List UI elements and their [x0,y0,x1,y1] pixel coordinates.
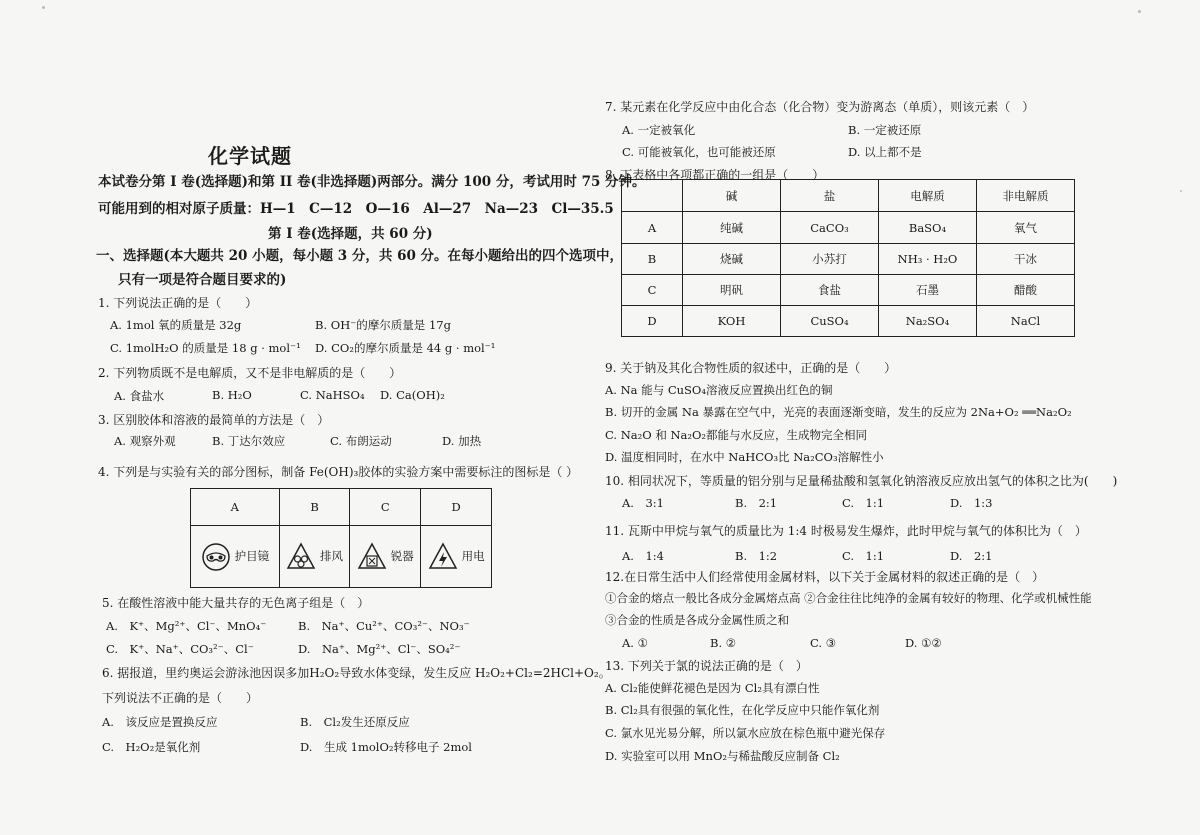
q1-option-a: A. 1mol 氧的质量是 32g [110,318,242,332]
q8-cell: CuSO₄ [781,306,879,337]
instructions-line-1: 一、选择题(本大题共 20 小题，每小题 3 分，共 60 分。在每小题给出的四个选项中， [96,248,624,264]
q3-option-b: B. 丁达尔效应 [212,434,286,448]
q4-header-c: C [350,489,421,526]
q8-cell: 食盐 [781,275,879,306]
q8-cell: 氧气 [977,212,1075,244]
q4-label-a: 护目镜 [234,548,270,563]
q4-icon-table [190,488,492,588]
q13-option-d: D. 实验室可以用 MnO₂与稀盐酸反应制备 Cl₂ [605,749,840,763]
ventilation-icon [286,542,316,572]
q4-label-b: 排风 [320,548,344,563]
q1-option-b: B. OH⁻的摩尔质量是 17g [315,318,451,332]
q4-label-d: 用电 [461,548,485,563]
q12-statement-1: ①合金的熔点一般比各成分金属熔点高 ②合金往往比纯净的金属有较好的物理、化学或机械性能 [605,591,1092,605]
q4-header-d: D [421,489,492,526]
q3-option-d: D. 加热 [442,434,482,448]
question-13: 13. 下列关于氯的说法正确的是（ ） [605,659,808,673]
q12-option-c: C. ③ [810,636,837,650]
q8-cell: Na₂SO₄ [879,306,977,337]
q2-option-c: C. NaHSO₄ [300,388,365,402]
q7-option-d: D. 以上都不是 [848,145,922,159]
q8-header-cell: 碱 [683,180,781,212]
q1-option-d: D. CO₂的摩尔质量是 44 g · mol⁻¹ [315,341,496,355]
q7-option-c: C. 可能被氧化，也可能被还原 [622,145,776,159]
sharp-object-icon [357,542,387,572]
q3-option-a: A. 观察外观 [114,434,176,448]
exam-title: 化学试题 [208,144,292,168]
instructions-line-2: 只有一项是符合题目要求的) [118,272,287,288]
q7-option-b: B. 一定被还原 [848,123,922,137]
question-1: 1. 下列说法正确的是（ ） [98,296,258,310]
goggles-icon [201,542,231,572]
question-6-prompt: 下列说法不正确的是（ ） [102,691,259,705]
q8-cell: BaSO₄ [879,212,977,244]
question-12: 12.在日常生活中人们经常使用金属材料，以下关于金属材料的叙述正确的是（ ） [605,570,1045,584]
q9-option-d: D. 温度相同时，在水中 NaHCO₃比 Na₂CO₃溶解性小 [605,450,884,464]
q8-cell: NH₃ · H₂O [879,244,977,275]
q12-option-d: D. ①② [905,636,942,650]
section-heading: 第 I 卷(选择题，共 60 分) [268,226,433,242]
q8-row-c [622,275,1075,306]
q10-option-a: A. 3:1 [622,496,664,510]
q8-cell: NaCl [977,306,1075,337]
q8-row-d [622,306,1075,337]
q5-option-b: B. Na⁺、Cu²⁺、CO₃²⁻、NO₃⁻ [298,619,470,633]
q5-option-a: A. K⁺、Mg²⁺、Cl⁻、MnO₄⁻ [106,619,267,633]
intro-line-2: 可能用到的相对原子质量：H—1 C—12 O—16 Al—27 Na—23 Cl—35.5 [98,201,614,217]
q4-header-b: B [279,489,350,526]
q10-option-b: B. 2:1 [735,496,778,510]
scan-speck [42,6,45,9]
q8-row-a [622,212,1075,244]
q8-cell: C [622,275,683,306]
q8-header-cell: 电解质 [879,180,977,212]
q9-option-c: C. Na₂O 和 Na₂O₂都能与水反应，生成物完全相同 [605,428,868,442]
q8-header-cell: 盐 [781,180,879,212]
q4-cell-a [191,526,280,588]
q12-option-b: B. ② [710,636,737,650]
q8-cell: CaCO₃ [781,212,879,244]
q8-cell: 醋酸 [977,275,1075,306]
q6-option-b: B. Cl₂发生还原反应 [300,715,410,729]
intro-line-1: 本试卷分第 I 卷(选择题)和第 II 卷(非选择题)两部分。满分 100 分，考试用时 75 分钟。 [98,174,646,190]
q8-cell: B [622,244,683,275]
question-7: 7. 某元素在化学反应中由化合态（化合物）变为游离态（单质），则该元素（ ） [605,100,1035,114]
q9-option-b: B. 切开的金属 Na 暴露在空气中，光亮的表面逐渐变暗，发生的反应为 2Na+O₂ ══Na₂O₂ [605,405,1072,419]
q1-option-c: C. 1molH₂O 的质量是 18 g · mol⁻¹ [110,341,301,355]
q8-row-b [622,244,1075,275]
q6-option-a: A. 该反应是置换反应 [102,715,218,729]
q2-option-b: B. H₂O [212,388,252,402]
q4-cell-d [421,526,492,588]
q13-option-c: C. 氯水见光易分解，所以氯水应放在棕色瓶中避光保存 [605,726,886,740]
q8-table [621,179,1075,337]
q9-option-a: A. Na 能与 CuSO₄溶液反应置换出红色的铜 [605,383,833,397]
q10-option-c: C. 1:1 [842,496,885,510]
q4-header-a: A [191,489,280,526]
q11-option-d: D. 2:1 [950,549,993,563]
q12-statement-2: ③合金的性质是各成分金属性质之和 [605,613,789,627]
q8-cell: A [622,212,683,244]
q5-option-d: D. Na⁺、Mg²⁺、Cl⁻、SO₄²⁻ [298,642,461,656]
q6-option-c: C. H₂O₂是氧化剂 [102,740,201,754]
q10-option-d: D. 1:3 [950,496,993,510]
electricity-icon [428,542,458,572]
q7-option-a: A. 一定被氧化 [622,123,696,137]
q5-option-c: C. K⁺、Na⁺、CO₃²⁻、Cl⁻ [106,642,254,656]
q12-option-a: A. ① [622,636,648,650]
question-11: 11. 瓦斯中甲烷与氧气的质量比为 1:4 时极易发生爆炸，此时甲烷与氧气的体积比为（ ） [605,524,1087,538]
q4-cell-b [279,526,350,588]
q8-header-cell [622,180,683,212]
q8-cell: KOH [683,306,781,337]
question-4: 4. 下列是与实验有关的部分图标，制备 Fe(OH)₃胶体的实验方案中需要标注的图标是（ ） [98,465,579,479]
q8-cell: 烧碱 [683,244,781,275]
q8-cell: 小苏打 [781,244,879,275]
question-8: 8. 下表格中各项都正确的一组是（ ） [605,168,825,182]
q13-option-a: A. Cl₂能使鲜花褪色是因为 Cl₂具有漂白性 [605,681,820,695]
q2-option-a: A. 食盐水 [114,389,165,403]
q8-header-cell: 非电解质 [977,180,1075,212]
q3-option-c: C. 布朗运动 [330,434,392,448]
q11-option-b: B. 1:2 [735,549,778,563]
question-2: 2. 下列物质既不是电解质，又不是非电解质的是（ ） [98,366,402,380]
q8-cell: D [622,306,683,337]
q4-cell-c [350,526,421,588]
question-10: 10. 相同状况下，等质量的铝分别与足量稀盐酸和氢氧化钠溶液反应放出氢气的体积之比为( ) [605,474,1118,488]
scan-speck [1138,10,1141,13]
q4-label-c: 锐器 [390,548,414,563]
question-5: 5. 在酸性溶液中能大量共存的无色离子组是（ ） [102,596,370,610]
q8-cell: 干冰 [977,244,1075,275]
q11-option-a: A. 1:4 [622,549,664,563]
question-6: 6. 据报道，里约奥运会游泳池因误多加H₂O₂导致水体变绿，发生反应 H₂O₂+Cl₂=2HCl+O₂。 [102,666,611,680]
q8-cell: 石墨 [879,275,977,306]
q8-cell: 明矾 [683,275,781,306]
q11-option-c: C. 1:1 [842,549,885,563]
scan-speck [1180,190,1182,192]
question-3: 3. 区别胶体和溶液的最简单的方法是（ ） [98,413,330,427]
q13-option-b: B. Cl₂具有很强的氧化性，在化学反应中只能作氧化剂 [605,703,880,717]
q6-option-d: D. 生成 1molO₂转移电子 2mol [300,740,472,754]
q2-option-d: D. Ca(OH)₂ [380,388,445,402]
q8-cell: 纯碱 [683,212,781,244]
question-9: 9. 关于钠及其化合物性质的叙述中，正确的是（ ） [605,361,897,375]
